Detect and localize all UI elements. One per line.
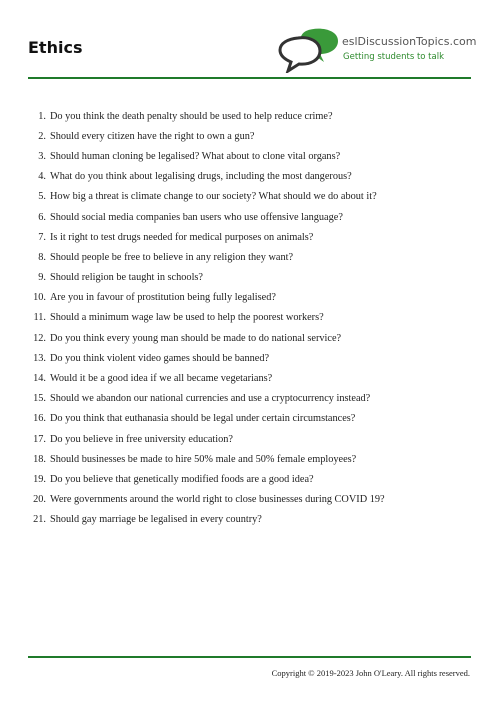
question-text: Were governments around the world right to close businesses during COVID 19? [50, 494, 385, 506]
question-number: 12. [33, 332, 46, 344]
question-text: Are you in favour of prostitution being fully legalised? [50, 292, 276, 304]
question-text: Do you think every young man should be made to do national service? [50, 332, 342, 344]
question-number: 11. [33, 312, 46, 324]
question-text: Would it be a good idea if we all became vegetarians? [50, 373, 273, 385]
question-text: Do you think the death penalty should be used to help reduce crime? [50, 110, 333, 122]
question-number: 9. [38, 272, 46, 284]
question-number: 8. [38, 251, 46, 263]
question-item [28, 328, 473, 348]
question-number: 14. [33, 373, 46, 385]
question-text: Do you believe in free university education? [50, 433, 233, 445]
question-item [28, 449, 473, 469]
question-number: 4. [38, 171, 46, 183]
footer-divider [28, 656, 471, 658]
brand-name: eslDiscussionTopics.com [342, 35, 477, 48]
question-text: Should social media companies ban users who use offensive language? [50, 211, 343, 223]
speech-bubbles-icon [278, 27, 348, 73]
question-item [28, 490, 473, 510]
question-text: How big a threat is climate change to our society? What should we do about it? [50, 191, 377, 203]
question-item [28, 146, 473, 166]
question-text: Do you think that euthanasia should be legal under certain circumstances? [50, 413, 356, 425]
question-item [28, 429, 473, 449]
question-text: Should a minimum wage law be used to help the poorest workers? [50, 312, 324, 324]
question-number: 15. [33, 393, 46, 405]
question-text: Should businesses be made to hire 50% male and 50% female employees? [50, 453, 357, 465]
question-item [28, 268, 473, 288]
page-header [0, 0, 500, 80]
page-title: Ethics [28, 38, 83, 57]
question-item [28, 187, 473, 207]
question-item [28, 308, 473, 328]
question-number: 20. [33, 494, 46, 506]
question-number: 6. [38, 211, 46, 223]
question-number: 10. [33, 292, 46, 304]
question-item [28, 207, 473, 227]
question-text: Should gay marriage be legalised in every country? [50, 514, 262, 526]
question-item [28, 368, 473, 388]
question-text: Do you think violent video games should be banned? [50, 352, 270, 364]
question-text: Should people be free to believe in any religion they want? [50, 251, 294, 263]
question-text: Should every citizen have the right to own a gun? [50, 130, 255, 142]
question-number: 3. [38, 150, 46, 162]
header-divider [28, 77, 471, 79]
question-item [28, 348, 473, 368]
question-text: What do you think about legalising drugs, including the most dangerous? [50, 171, 352, 183]
question-list [28, 106, 473, 530]
question-text: Should human cloning be legalised? What about to clone vital organs? [50, 150, 341, 162]
question-text: Should we abandon our national currencies and use a cryptocurrency instead? [50, 393, 371, 405]
brand-tagline: Getting students to talk [343, 52, 445, 62]
question-number: 5. [38, 191, 46, 203]
question-item [28, 126, 473, 146]
question-item [28, 409, 473, 429]
question-number: 18. [33, 453, 46, 465]
question-item [28, 167, 473, 187]
question-number: 16. [33, 413, 46, 425]
question-item [28, 510, 473, 530]
question-text: Is it right to test drugs needed for medical purposes on animals? [50, 231, 314, 243]
question-item [28, 469, 473, 489]
question-number: 17. [33, 433, 46, 445]
question-text: Do you believe that genetically modified foods are a good idea? [50, 473, 314, 485]
copyright-notice: Copyright © 2019-2023 John O'Leary. All rights reserved. [271, 668, 470, 678]
question-number: 21. [33, 514, 46, 526]
question-number: 19. [33, 473, 46, 485]
question-item [28, 288, 473, 308]
question-item [28, 106, 473, 126]
question-item [28, 247, 473, 267]
question-item [28, 227, 473, 247]
question-item [28, 389, 473, 409]
question-number: 7. [38, 231, 46, 243]
question-number: 2. [38, 130, 46, 142]
question-text: Should religion be taught in schools? [50, 272, 204, 284]
question-number: 1. [38, 110, 46, 122]
question-number: 13. [33, 352, 46, 364]
